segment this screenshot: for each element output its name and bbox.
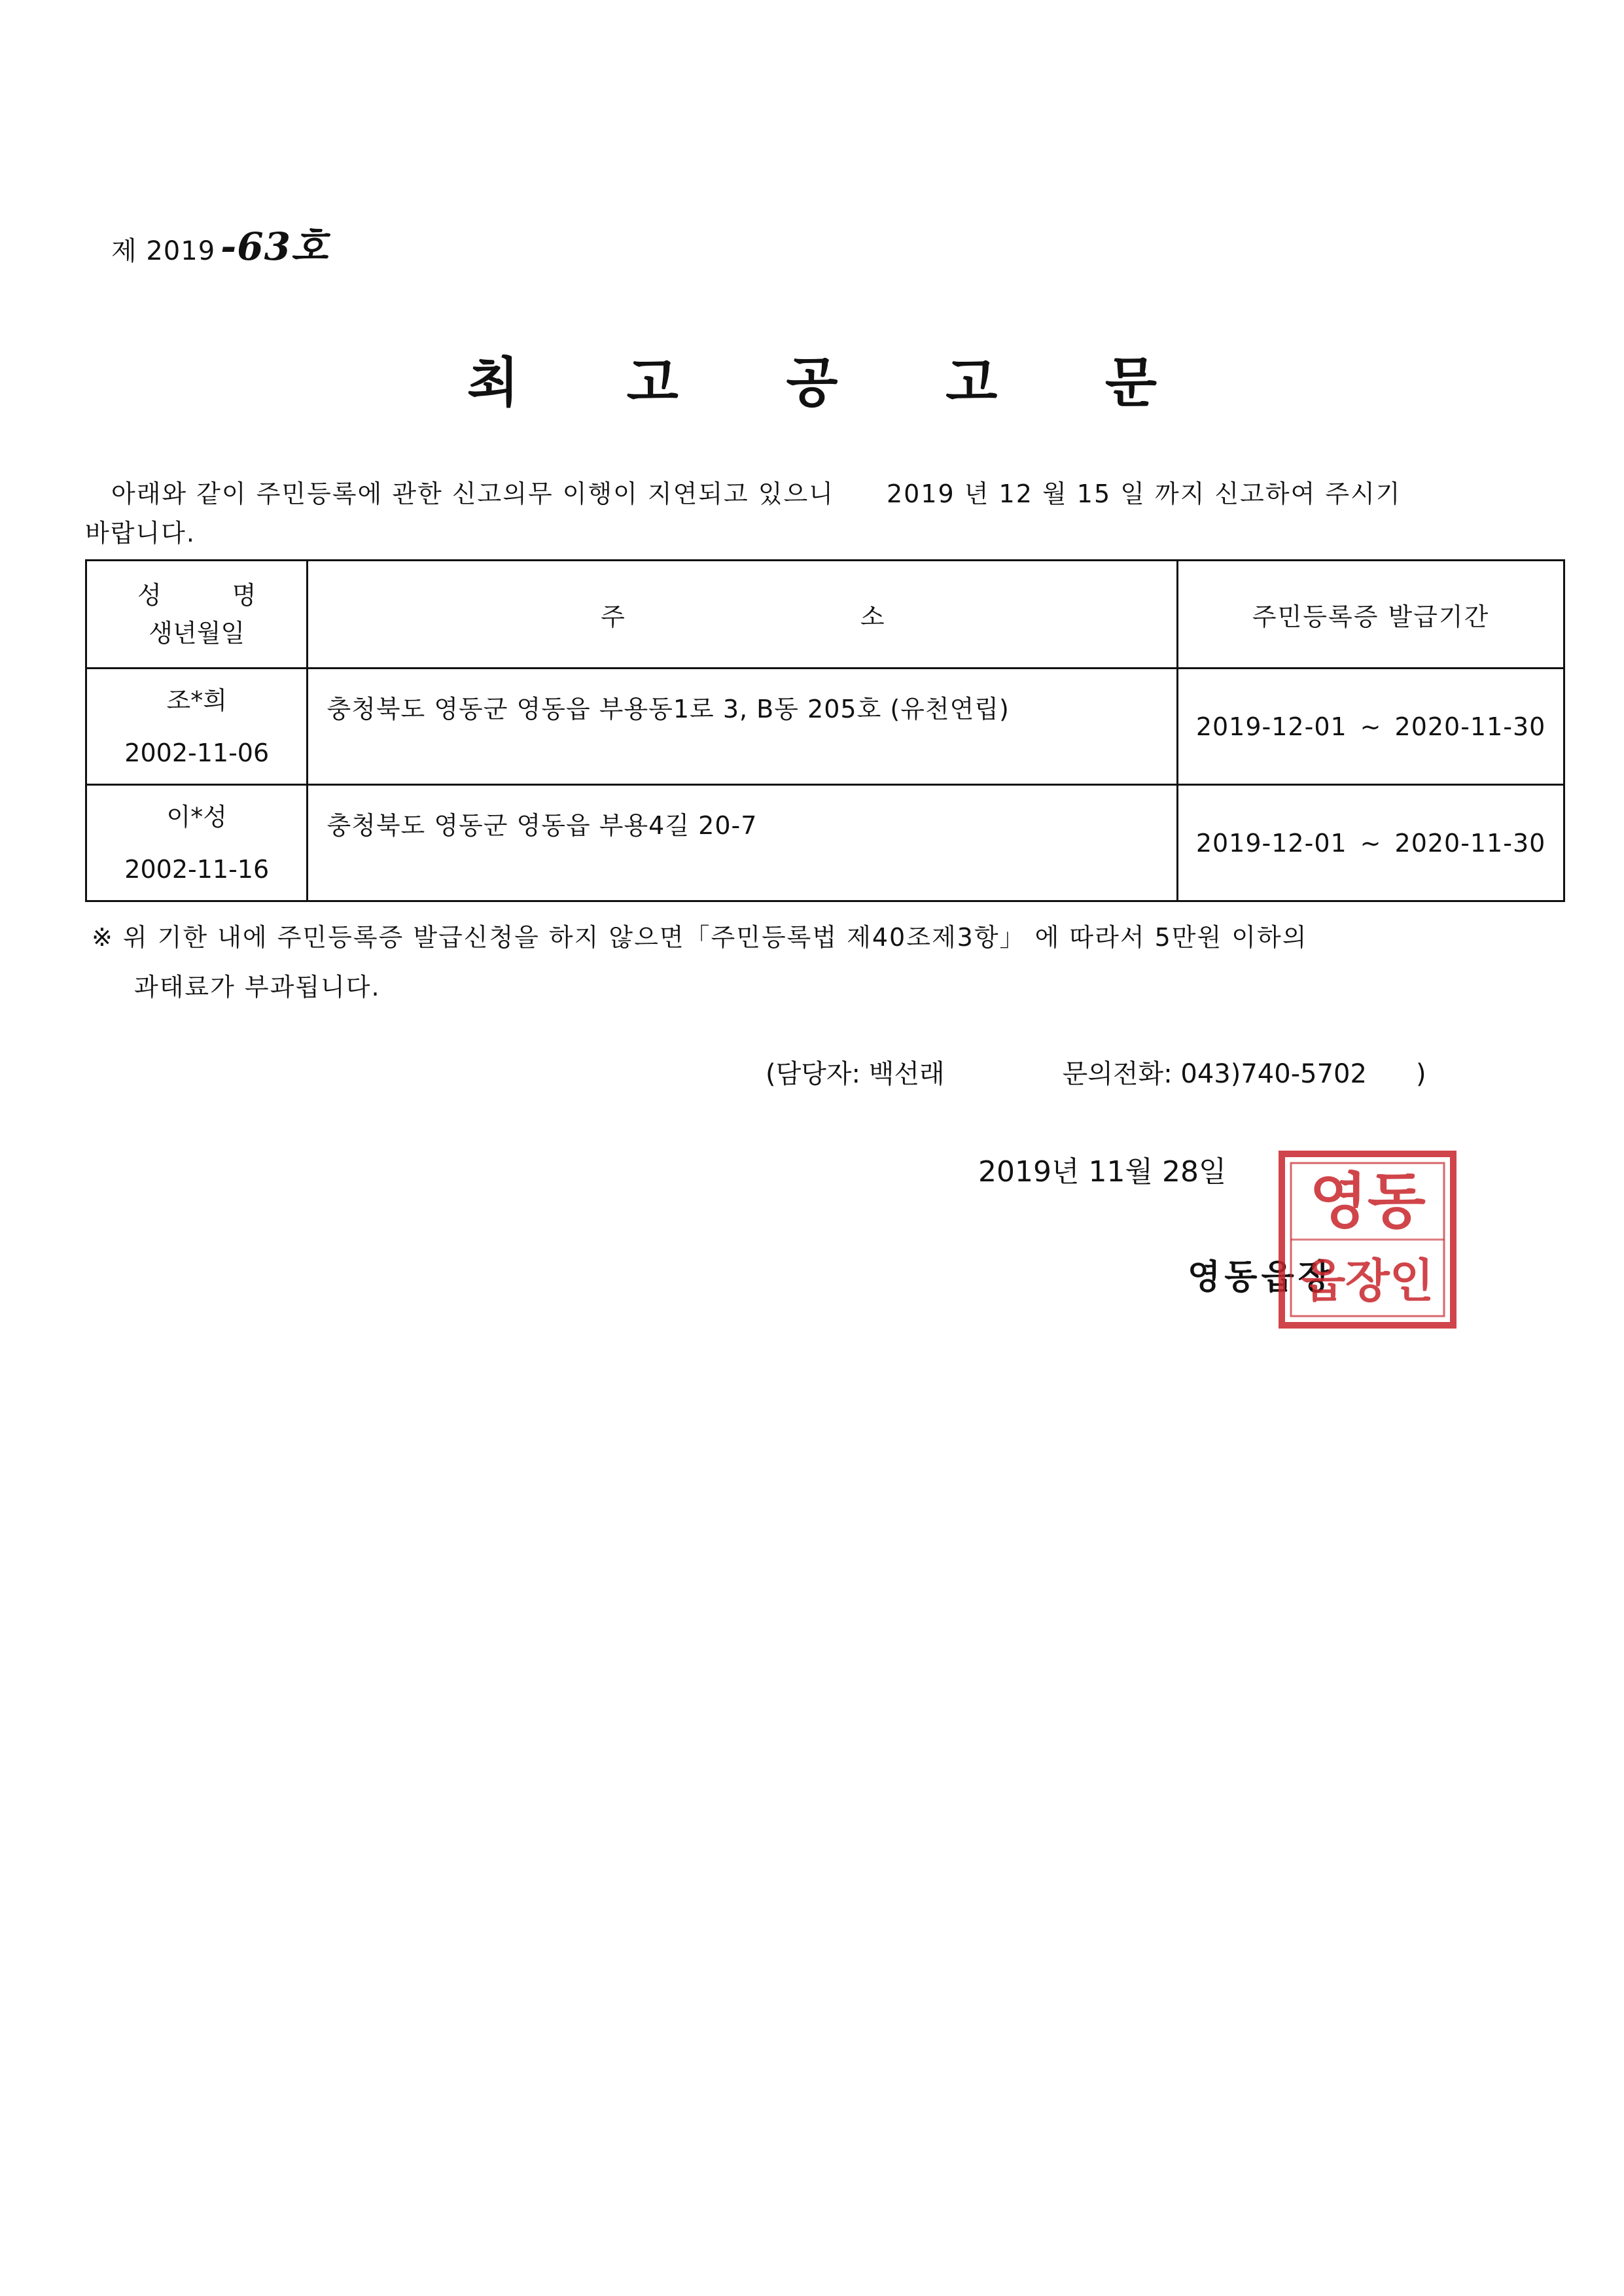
table-row [86, 785, 1564, 901]
period-start: 2019-12-01 [1195, 828, 1347, 858]
page-title: 최 고 공 고 문 [467, 352, 1202, 414]
period-tilde: ~ [1360, 828, 1382, 858]
intro-line-1 [85, 474, 1564, 513]
phone-number: 043)740-5702 [1180, 1059, 1367, 1089]
header-address [308, 561, 1178, 669]
period-start: 2019-12-01 [1195, 712, 1347, 741]
header-address-char-2: 소 [860, 602, 885, 631]
issue-date: 2019년 11월 28일 [978, 1155, 1227, 1189]
phone-label: 문의전화: [1062, 1059, 1173, 1089]
document-number-prefix: 제 2019 [111, 236, 216, 266]
notice-table [85, 559, 1565, 902]
contact-close-paren: ) [1415, 1059, 1426, 1089]
cell-birth: 2002-11-16 [124, 854, 270, 884]
period-end: 2020-11-30 [1394, 712, 1546, 741]
table-header-row [86, 561, 1564, 669]
cell-period [1178, 669, 1564, 785]
intro-paragraph [85, 474, 1564, 553]
penalty-line-1: ※ 위 기한 내에 주민등록증 발급신청을 하지 않으면「주민등록법 제40조제3항」 에 따라서 5만원 이하의 [92, 923, 1308, 952]
intro-line-2: 바랍니다. [85, 519, 196, 548]
penalty-notice [92, 913, 1570, 1012]
cell-address: 충청북도 영동군 영동읍 부용4길 20-7 [308, 785, 1178, 901]
header-name-birth [86, 561, 308, 669]
intro-main-text: 아래와 같이 주민등록에 관한 신고의무 이행이 지연되고 있으니 [111, 479, 834, 508]
cell-address: 충청북도 영동군 영동읍 부용동1로 3, B동 205호 (유천연립) [308, 669, 1178, 785]
cell-birth: 2002-11-06 [124, 738, 270, 767]
intro-deadline-text: 2019 년 12 월 15 일 까지 신고하여 주시기 [886, 479, 1402, 508]
cell-period [1178, 785, 1564, 901]
official-seal-stamp [1273, 1145, 1462, 1334]
cell-name: 이*성 [166, 802, 227, 831]
table-row [86, 669, 1564, 785]
header-birth: 생년월일 [149, 619, 245, 648]
header-name: 성 명 [137, 581, 288, 610]
seal-text-top: 영동 [1309, 1166, 1426, 1236]
header-address-char-1: 주 [601, 602, 625, 631]
document-number-handwritten: -63호 [221, 224, 328, 269]
cell-name-birth [86, 669, 308, 785]
issuer-title: 영동읍장 [1188, 1258, 1335, 1297]
contact-line [766, 1053, 1426, 1090]
seal-text-bottom: 읍장인 [1301, 1253, 1434, 1308]
contact-person: (담당자: 백선래 [766, 1059, 945, 1089]
period-tilde: ~ [1360, 712, 1382, 741]
penalty-line-2: 과태료가 부과됩니다. [134, 973, 381, 1001]
period-end: 2020-11-30 [1394, 828, 1546, 858]
document-number [111, 216, 328, 271]
cell-name: 조*희 [166, 686, 227, 715]
cell-name-birth [86, 785, 308, 901]
header-period: 주민등록증 발급기간 [1178, 561, 1564, 669]
